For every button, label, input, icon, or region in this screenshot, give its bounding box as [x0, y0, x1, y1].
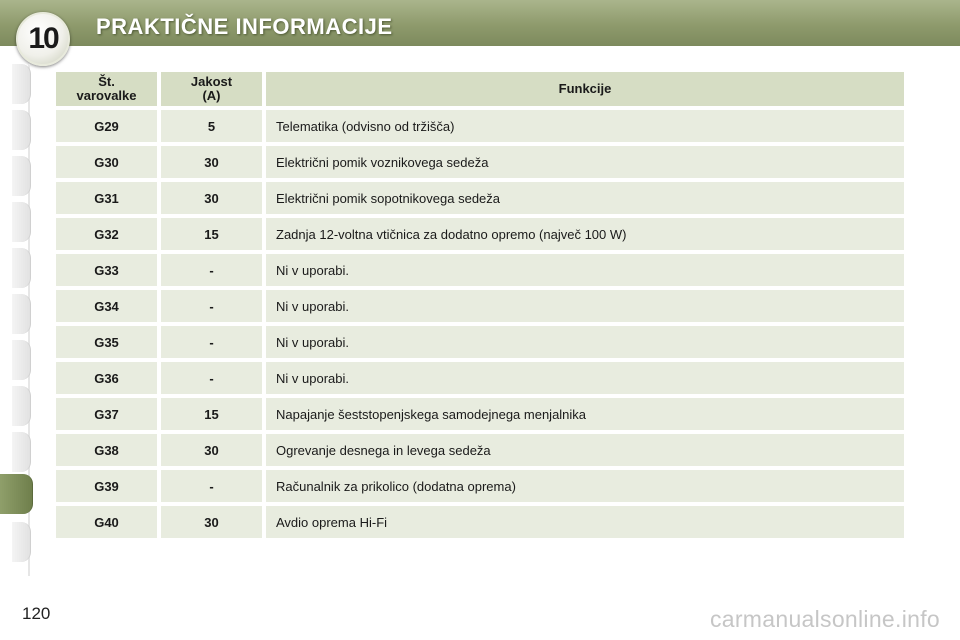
- amperage-cell: -: [157, 362, 262, 394]
- table-row: [56, 470, 904, 502]
- page-number: 120: [22, 604, 51, 623]
- side-tab-1[interactable]: [12, 64, 31, 104]
- table-row: [56, 398, 904, 430]
- fuse-number-cell: G31: [56, 182, 157, 214]
- fuse-number-cell: G39: [56, 470, 157, 502]
- side-tab-11[interactable]: [12, 522, 31, 562]
- side-tab-6[interactable]: [12, 294, 31, 334]
- table-row: [56, 362, 904, 394]
- fuse-number-cell: G36: [56, 362, 157, 394]
- table-row: [56, 506, 904, 538]
- fuse-number-cell: G32: [56, 218, 157, 250]
- table-row: [56, 110, 904, 142]
- fuse-number-cell: G34: [56, 290, 157, 322]
- side-tab-9[interactable]: [12, 432, 31, 472]
- table-header-row: [56, 72, 904, 106]
- function-cell: Ni v uporabi.: [262, 254, 904, 286]
- amperage-cell: 5: [157, 110, 262, 142]
- fuse-number-cell: G29: [56, 110, 157, 142]
- function-cell: Električni pomik voznikovega sedeža: [262, 146, 904, 178]
- fuse-number-cell: G33: [56, 254, 157, 286]
- side-tab-8[interactable]: [12, 386, 31, 426]
- table-row: [56, 434, 904, 466]
- side-tab-5[interactable]: [12, 248, 31, 288]
- amperage-cell: -: [157, 326, 262, 358]
- fuse-number-cell: G37: [56, 398, 157, 430]
- table-row: [56, 254, 904, 286]
- table-row: [56, 146, 904, 178]
- chapter-number: 10: [28, 22, 58, 55]
- fuse-number-cell: G35: [56, 326, 157, 358]
- function-cell: Ni v uporabi.: [262, 326, 904, 358]
- amperage-cell: 15: [157, 218, 262, 250]
- function-cell: Zadnja 12-voltna vtičnica za dodatno opremo (največ 100 W): [262, 218, 904, 250]
- table-row: [56, 326, 904, 358]
- fuse-number-cell: G30: [56, 146, 157, 178]
- amperage-cell: 30: [157, 434, 262, 466]
- fuse-table: [56, 68, 904, 542]
- side-tab-10-active[interactable]: [0, 474, 33, 514]
- function-cell: Računalnik za prikolico (dodatna oprema): [262, 470, 904, 502]
- fuse-number-cell: G40: [56, 506, 157, 538]
- table-row: [56, 218, 904, 250]
- chapter-title: PRAKTIČNE INFORMACIJE: [96, 14, 393, 39]
- amperage-cell: 30: [157, 182, 262, 214]
- table-row: [56, 290, 904, 322]
- function-cell: Ogrevanje desnega in levega sedeža: [262, 434, 904, 466]
- function-cell: Električni pomik sopotnikovega sedeža: [262, 182, 904, 214]
- function-cell: Telematika (odvisno od tržišča): [262, 110, 904, 142]
- function-cell: Ni v uporabi.: [262, 290, 904, 322]
- header-fuse-number: Št. varovalke: [56, 72, 157, 106]
- amperage-cell: -: [157, 290, 262, 322]
- chapter-header: [0, 0, 960, 46]
- amperage-cell: -: [157, 470, 262, 502]
- table-row: [56, 182, 904, 214]
- amperage-cell: -: [157, 254, 262, 286]
- watermark: carmanualsonline.info: [709, 606, 940, 632]
- header-amperage: Jakost (A): [157, 72, 262, 106]
- side-tab-4[interactable]: [12, 202, 31, 242]
- side-tab-3[interactable]: [12, 156, 31, 196]
- function-cell: Ni v uporabi.: [262, 362, 904, 394]
- amperage-cell: 15: [157, 398, 262, 430]
- table-body: [56, 110, 904, 538]
- fuse-number-cell: G38: [56, 434, 157, 466]
- function-cell: Napajanje šeststopenjskega samodejnega menjalnika: [262, 398, 904, 430]
- side-tab-7[interactable]: [12, 340, 31, 380]
- side-tab-2[interactable]: [12, 110, 31, 150]
- amperage-cell: 30: [157, 506, 262, 538]
- amperage-cell: 30: [157, 146, 262, 178]
- chapter-number-badge: [16, 12, 70, 66]
- chapter-side-tabs: [0, 64, 34, 576]
- header-functions: Funkcije: [262, 72, 904, 106]
- function-cell: Avdio oprema Hi-Fi: [262, 506, 904, 538]
